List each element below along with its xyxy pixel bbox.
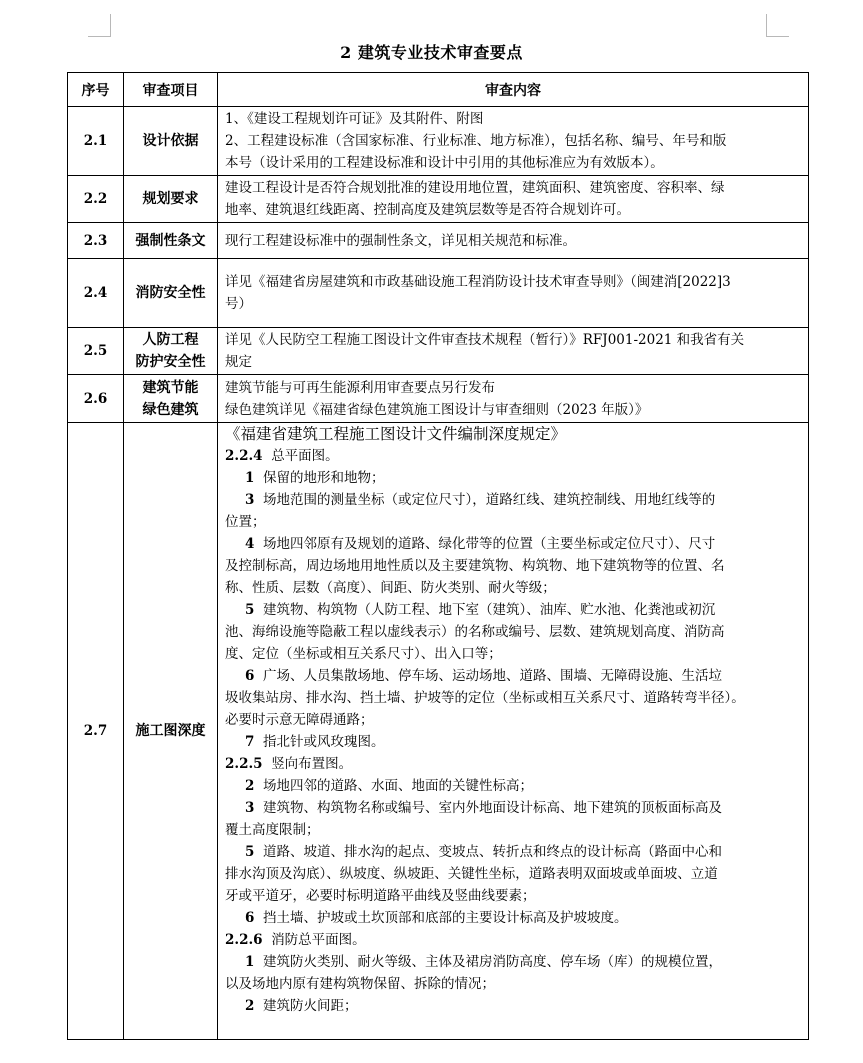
item-number: 6 (245, 668, 255, 684)
depth-item-line (225, 599, 802, 621)
entry-text: 建筑物、构筑物名称或编号、室内外地面设计标高、地下建筑的顶板面标高及 (263, 800, 722, 816)
entry-text: 建筑防火类别、耐火等级、主体及裙房消防高度、停车场（库）的规模位置， (263, 954, 722, 970)
entry-text: 称、性质、层数（高度）、间距、防火类别、耐火等级； (225, 580, 556, 596)
header-no: 序号 (68, 73, 124, 107)
entry-text: 建筑防火间距； (263, 998, 358, 1014)
content-line: 规定 (225, 354, 252, 370)
item-number: 2 (245, 778, 255, 794)
entry-text: 牙或平道牙，必要时标明道路平曲线及竖曲线要素； (225, 888, 536, 904)
row-no: 2.6 (68, 375, 124, 423)
row-no: 2.5 (68, 328, 124, 375)
item-number: 1 (245, 954, 255, 970)
row-item: 建筑节能 绿色建筑 (124, 375, 218, 423)
content-line: 2、工程建设标准（含国家标准、行业标准、地方标准），包括名称、编号、年号和版 (225, 133, 727, 149)
item-number: 7 (245, 734, 255, 750)
depth-heading: 《福建省建筑工程施工图设计文件编制深度规定》 (225, 425, 567, 443)
entry-text: 必要时示意无障碍通路； (225, 712, 374, 728)
depth-continuation-line (225, 621, 802, 643)
table-row (68, 223, 809, 259)
depth-item-line (225, 995, 802, 1017)
depth-item-line (225, 797, 802, 819)
section-number: 2.2.5 (225, 756, 263, 772)
depth-item-line (225, 665, 802, 687)
header-item: 审查项目 (124, 73, 218, 107)
entry-text: 度、定位（坐标或相互关系尺寸）、出入口等； (225, 646, 502, 662)
depth-item-line (225, 907, 802, 929)
section-number: 2.2.4 (225, 448, 263, 464)
table-row (68, 375, 809, 423)
entry-text: 道路、坡道、排水沟的起点、变坡点、转折点和终点的设计标高（路面中心和 (263, 844, 722, 860)
row-no: 2.7 (68, 423, 124, 1040)
row-content (218, 375, 809, 423)
entry-text: 挡土墙、护坡或土坎顶部和底部的主要设计标高及护坡坡度。 (263, 910, 628, 926)
depth-continuation-line (225, 555, 802, 577)
content-line: 1、《建设工程规划许可证》及其附件、附图 (225, 111, 484, 127)
item-number: 5 (245, 602, 255, 618)
content-line: 本号（设计采用的工程建设标准和设计中引用的其他标准应为有效版本）。 (225, 155, 664, 171)
row-item: 施工图深度 (124, 423, 218, 1040)
row-content (218, 328, 809, 375)
entry-text: 池、海绵设施等隐蔽工程以虚线表示）的名称或编号、层数、建筑规划高度、消防高 (225, 624, 725, 640)
table-row (68, 176, 809, 223)
row-item: 规划要求 (124, 176, 218, 223)
entry-text: 覆土高度限制； (225, 822, 320, 838)
row-content-depth (218, 423, 809, 1040)
entry-text: 位置； (225, 514, 266, 530)
content-line: 详见《人民防空工程施工图设计文件审查技术规程（暂行）》RFJ001-2021 和我省有关 (225, 332, 745, 348)
depth-item-line (225, 489, 802, 511)
depth-item-line (225, 533, 802, 555)
depth-item-line (225, 841, 802, 863)
entry-text: 指北针或风玫瑰图。 (263, 734, 385, 750)
depth-continuation-line (225, 973, 802, 995)
entry-text: 场地四邻原有及规划的道路、绿化带等的位置（主要坐标或定位尺寸）、尺寸 (263, 536, 716, 552)
row-content (218, 176, 809, 223)
depth-continuation-line (225, 687, 802, 709)
content-line: 建筑节能与可再生能源利用审查要点另行发布 (225, 379, 495, 396)
entry-text: 消防总平面图。 (271, 932, 366, 948)
content-line: 地率、建筑退红线距离、控制高度及建筑层数等是否符合规划许可。 (225, 202, 630, 218)
item-number: 5 (245, 844, 255, 860)
depth-item-line (225, 951, 802, 973)
row-content (218, 259, 809, 328)
entry-text: 排水沟顶及沟底）、纵坡度、纵坡距、关键性坐标，道路表明双面坡或单面坡、立道 (225, 866, 718, 882)
depth-section-line (225, 753, 802, 775)
content-line: 建设工程设计是否符合规划批准的建设用地位置，建筑面积、建筑密度、容积率、绿 (225, 180, 725, 196)
item-number: 3 (245, 492, 255, 508)
depth-continuation-line (225, 577, 802, 599)
depth-section-line (225, 929, 802, 951)
table-row (68, 423, 809, 1040)
row-no: 2.1 (68, 107, 124, 176)
row-content (218, 107, 809, 176)
content-line: 现行工程建设标准中的强制性条文，详见相关规范和标准。 (225, 232, 576, 249)
item-number: 3 (245, 800, 255, 816)
depth-continuation-line (225, 643, 802, 665)
item-number: 4 (245, 536, 255, 552)
depth-section-line (225, 445, 802, 467)
entry-text: 以及场地内原有建构筑物保留、拆除的情况； (225, 976, 495, 992)
section-number: 2.2.6 (225, 932, 263, 948)
row-no: 2.2 (68, 176, 124, 223)
content-line: 号） (225, 296, 252, 312)
row-no: 2.4 (68, 259, 124, 328)
depth-continuation-line (225, 709, 802, 731)
entry-text: 场地范围的测量坐标（或定位尺寸），道路红线、建筑控制线、用地红线等的 (263, 492, 716, 508)
depth-entries (225, 445, 802, 1017)
entry-text: 场地四邻的道路、水面、地面的关键性标高； (263, 778, 533, 794)
depth-continuation-line (225, 511, 802, 533)
entry-text: 及控制标高，周边场地用地性质以及主要建筑物、构筑物、地下建筑物等的位置、名 (225, 558, 725, 574)
entry-text: 竖向布置图。 (271, 756, 353, 772)
entry-text: 保留的地形和地物； (263, 470, 385, 486)
entry-text: 建筑物、构筑物（人防工程、地下室（建筑）、油库、贮水池、化粪池或初沉 (263, 602, 716, 618)
header-content: 审查内容 (218, 73, 809, 107)
page-title: 2 建筑专业技术审查要点 (340, 43, 523, 62)
entry-text: 广场、人员集散场地、停车场、运动场地、道路、围墙、无障碍设施、生活垃 (263, 668, 722, 684)
depth-item-line (225, 775, 802, 797)
content-line: 绿色建筑详见《福建省绿色建筑施工图设计与审查细则（2023 年版）》 (225, 401, 649, 418)
table-row (68, 259, 809, 328)
item-number: 2 (245, 998, 255, 1014)
page-corner-mark-right (766, 14, 789, 37)
table-header-row (68, 73, 809, 107)
entry-text: 总平面图。 (271, 448, 339, 464)
content-line: 详见《福建省房屋建筑和市政基础设施工程消防设计技术审查导则》（闽建消[2022]3 (225, 274, 731, 290)
page-corner-mark-left (88, 14, 111, 37)
item-number: 6 (245, 910, 255, 926)
row-content (218, 223, 809, 259)
depth-item-line (225, 731, 802, 753)
row-item: 强制性条文 (124, 223, 218, 259)
depth-continuation-line (225, 863, 802, 885)
row-item: 消防安全性 (124, 259, 218, 328)
depth-continuation-line (225, 885, 802, 907)
item-number: 1 (245, 470, 255, 486)
row-item: 设计依据 (124, 107, 218, 176)
entry-text: 圾收集站房、排水沟、挡土墙、护坡等的定位（坐标或相互关系尺寸、道路转弯半径）。 (225, 690, 745, 706)
row-item: 人防工程 防护安全性 (124, 328, 218, 375)
depth-item-line (225, 467, 802, 489)
row-no: 2.3 (68, 223, 124, 259)
table-row (68, 328, 809, 375)
table-row (68, 107, 809, 176)
depth-continuation-line (225, 819, 802, 841)
review-table (67, 72, 809, 1040)
